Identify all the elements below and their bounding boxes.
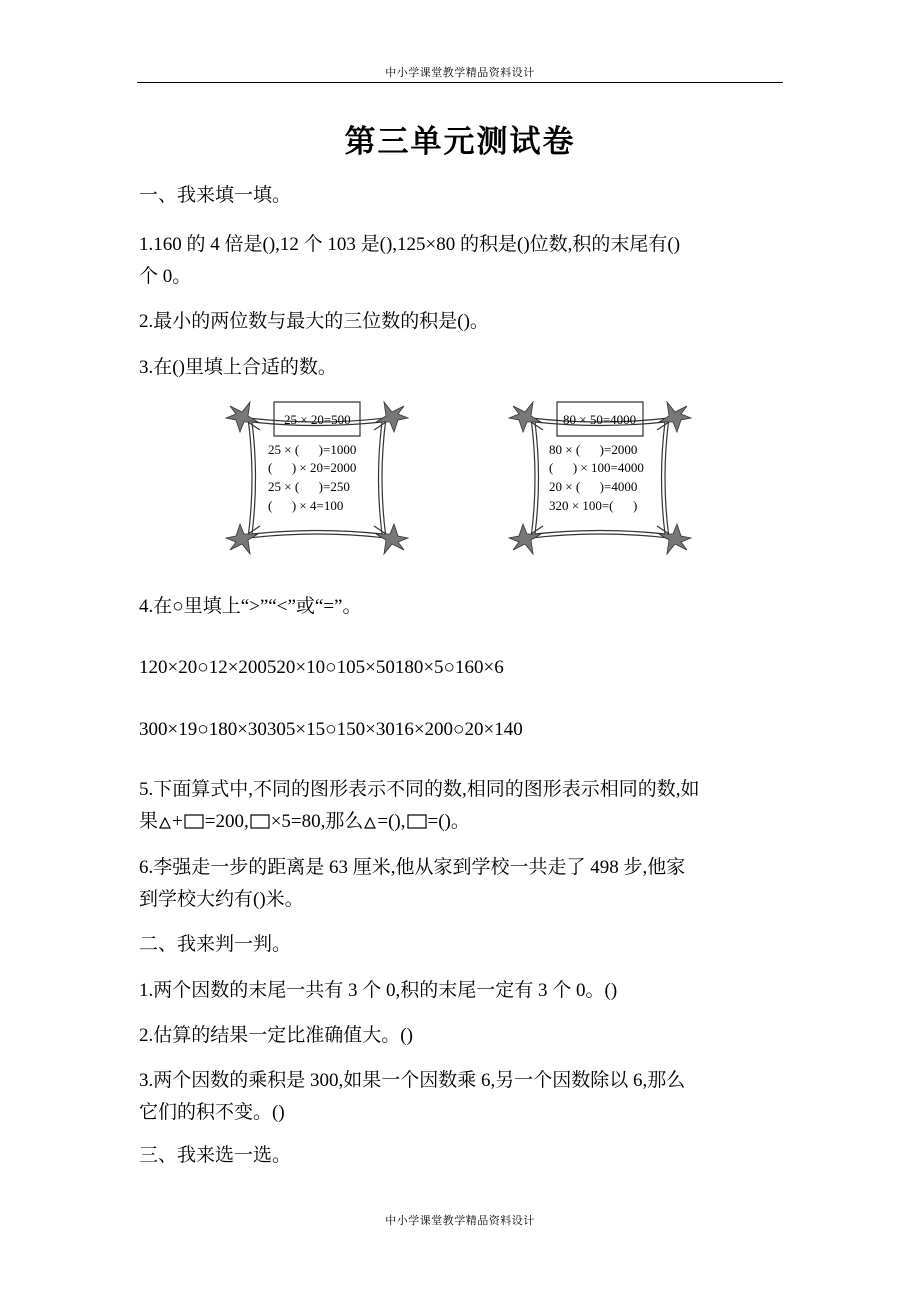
box-left-line: ( ) × 20=2000 — [268, 460, 357, 475]
puzzle-box-left — [222, 398, 412, 558]
header-rule — [137, 82, 783, 83]
box-right-line: 320 × 100=( ) — [549, 498, 638, 513]
s2-q2: 2.估算的结果一定比准确值大。() — [139, 1025, 413, 1046]
box-right-top: 80 × 50=4000 — [563, 412, 637, 427]
q5-line1: 5.下面算式中,不同的图形表示不同的数,相同的图形表示相同的数,如 — [139, 779, 700, 800]
puzzle-box-right — [505, 398, 695, 558]
q4-row2: 300×19○180×30305×15○150×3016×200○20×140 — [139, 719, 523, 740]
q5-text: =(), — [377, 811, 406, 832]
square-icon — [407, 813, 427, 835]
q6-line1: 6.李强走一步的距离是 63 厘米,他从家到学校一共走了 498 步,他家 — [139, 857, 686, 878]
box-left-line: ( ) × 4=100 — [268, 498, 344, 513]
footer-text: 中小学课堂教学精品资料设计 — [385, 1215, 535, 1227]
s2-q3-line2: 它们的积不变。() — [139, 1102, 285, 1123]
s2-q3-line1: 3.两个因数的乘积是 300,如果一个因数乘 6,另一个因数除以 6,那么 — [139, 1070, 686, 1091]
triangle-icon — [364, 813, 376, 835]
q5-text: + — [172, 811, 183, 832]
q5-text: 果 — [139, 811, 159, 832]
q1-line2: 个 0。 — [139, 266, 192, 287]
box-left-line: 25 × ( )=250 — [268, 479, 350, 494]
s2-q1: 1.两个因数的末尾一共有 3 个 0,积的末尾一定有 3 个 0。() — [139, 980, 618, 1001]
q1-line1: 1.160 的 4 倍是(),12 个 103 是(),125×80 的积是()位数,积的末尾有() — [139, 234, 681, 255]
section3-heading: 三、我来选一选。 — [139, 1145, 292, 1166]
q5-line2 — [139, 806, 470, 835]
square-icon — [184, 813, 204, 835]
q4-row1: 120×20○12×200520×10○105×50180×5○160×6 — [139, 657, 504, 678]
box-right-line: 20 × ( )=4000 — [549, 479, 638, 494]
triangle-icon — [159, 813, 171, 835]
q6-line2: 到学校大约有()米。 — [139, 889, 304, 910]
q3: 3.在()里填上合适的数。 — [139, 357, 337, 378]
section2-heading: 二、我来判一判。 — [139, 934, 292, 955]
box-left-line: 25 × ( )=1000 — [268, 442, 357, 457]
box-right-line: ( ) × 100=4000 — [549, 460, 644, 475]
q2: 2.最小的两位数与最大的三位数的积是()。 — [139, 311, 489, 332]
q4: 4.在○里填上“>”“<”或“=”。 — [139, 596, 362, 617]
q5-text: =()。 — [427, 811, 470, 832]
page-title: 第三单元测试卷 — [344, 124, 576, 159]
q5-text: ×5=80,那么 — [270, 811, 364, 832]
square-icon — [250, 813, 270, 835]
header-text: 中小学课堂教学精品资料设计 — [385, 67, 535, 79]
box-left-top: 25 × 20=500 — [284, 412, 351, 427]
box-right-line: 80 × ( )=2000 — [549, 442, 638, 457]
section1-heading: 一、我来填一填。 — [139, 185, 292, 206]
q5-text: =200, — [204, 811, 249, 832]
